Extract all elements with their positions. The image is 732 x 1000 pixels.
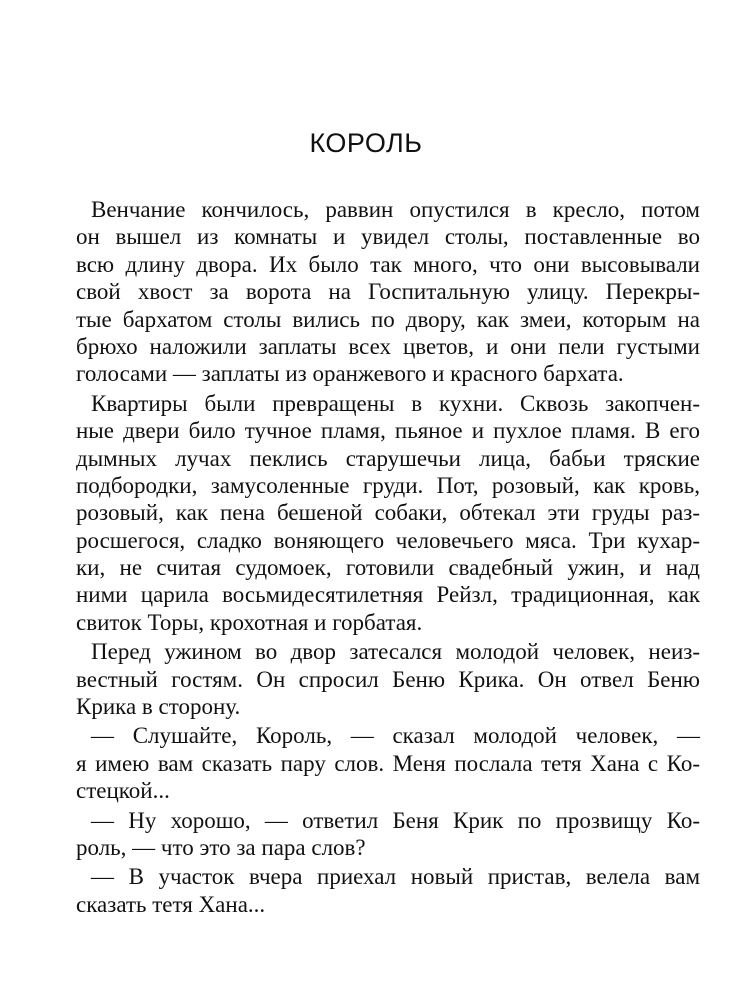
- text-line: свиток Торы, крохотная и горбатая.: [76, 609, 423, 635]
- text-line: роль, — что это за пара слов?: [76, 834, 366, 860]
- text-line: свой хвост за ворота на Госпитальную улицу. Перекры-: [76, 279, 700, 305]
- text-line: голосами — заплаты из оранжевого и красного бархата.: [76, 361, 624, 387]
- text-line: Крика в сторону.: [76, 694, 241, 720]
- paragraph: [76, 722, 700, 804]
- paragraph: [76, 638, 700, 720]
- chapter-title: КОРОЛЬ: [309, 128, 423, 158]
- text-line: ные двери било тучное пламя, пьяное и пухлое пламя. В его: [76, 418, 700, 444]
- text-line: розовый, как пена бешеной собаки, обтекал эти груды раз-: [76, 500, 700, 526]
- text-line: Квартиры были превращены в кухни. Сквозь закопчен-: [91, 390, 700, 416]
- text-line: — Ну хорошо, — ответил Беня Крик по прозвищу Ко-: [91, 807, 700, 833]
- text-line: брюхо наложили заплаты всех цветов, и они пели густыми: [76, 333, 700, 359]
- text-line: подбородки, замусоленные груди. Пот, розовый, как кровь,: [76, 472, 700, 498]
- paragraph: [76, 196, 700, 388]
- text-line: росшегося, сладко воняющего человечьего мяса. Три кухар-: [76, 527, 700, 553]
- text-line: Венчание кончилось, раввин опустился в кресло, потом: [91, 197, 700, 222]
- text-line: стецкой...: [76, 778, 170, 804]
- text-line: он вышел из комнаты и увидел столы, поставленные во: [76, 224, 700, 250]
- text-line: Перед ужином во двор затесался молодой человек, неиз-: [91, 639, 700, 665]
- text-line: ки, не считая судомоек, готовили свадебный ужин, и над: [76, 555, 700, 581]
- paragraph: [76, 390, 700, 637]
- text-line: вестный гостям. Он спросил Беню Крика. Он отвел Беню: [76, 666, 700, 692]
- paragraph: [76, 863, 700, 918]
- text-line: всю длину двора. Их было так много, что они высовывали: [76, 251, 700, 277]
- paragraph: [76, 807, 700, 862]
- text-line: — Слушайте, Король, — сказал молодой человек, —: [91, 723, 700, 749]
- text-line: ними царила восьмидесятилетняя Рейзл, традиционная, как: [76, 582, 700, 608]
- body-text: [76, 196, 700, 920]
- text-line: тые бархатом столы вились по двору, как змеи, которым на: [76, 306, 700, 332]
- text-line: сказать тетя Хана...: [76, 891, 266, 917]
- text-line: — В участок вчера приехал новый пристав, велела вам: [91, 864, 700, 890]
- text-line: я имею вам сказать пару слов. Меня послала тетя Хана с Ко-: [76, 750, 700, 776]
- text-line: дымных лучах пеклись старушечьи лица, бабьи тряские: [76, 445, 700, 471]
